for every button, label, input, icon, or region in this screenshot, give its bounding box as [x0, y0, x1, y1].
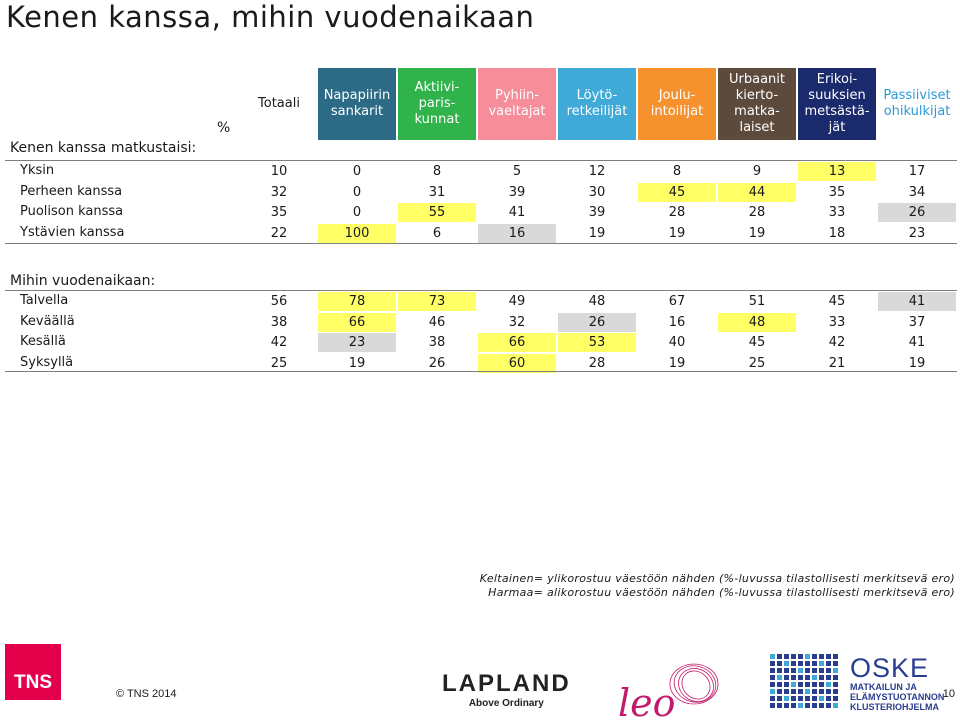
row-label: Syksyllä: [20, 354, 74, 370]
table-cell: 100: [318, 224, 396, 243]
column-header-label: Aktiivi- paris- kunnat: [414, 80, 460, 127]
table-cell: 42: [270, 335, 288, 350]
table-cell: 12: [588, 164, 606, 179]
column-header: [398, 68, 476, 140]
leo-logo-text: leo: [618, 681, 676, 720]
column-header-label: Joulu- intoilijat: [650, 88, 704, 119]
column-header-label: Löytö- retkeilijät: [566, 88, 628, 119]
column-header: [878, 68, 956, 140]
page-number: 10: [942, 688, 955, 700]
table-cell: 45: [748, 335, 766, 350]
table-row: [0, 162, 960, 181]
table-row: [0, 333, 960, 352]
table-cell: 33: [828, 205, 846, 220]
table-cell: 19: [588, 225, 606, 241]
table-cell: 45: [828, 294, 846, 309]
oske-logo-text: [850, 654, 944, 712]
row-label: Talvella: [20, 293, 69, 308]
tns-logo-text: TNS: [14, 672, 52, 693]
column-header-label: Totaali: [258, 96, 300, 111]
table-cell: 41: [508, 205, 526, 220]
column-header-label: Napapiirin sankarit: [323, 88, 391, 119]
table-cell: 48: [588, 294, 606, 309]
oske-line-3: KLUSTERIOHJELMA: [850, 702, 940, 712]
table-cell: 19: [668, 355, 686, 371]
table-cell: 19: [908, 355, 926, 371]
section1-title: Kenen kanssa matkustaisi:: [10, 140, 197, 156]
legend-line-yellow: Keltainen= ylikorostuu väestöön nähden (%-luvussa tilastollisesti merkitsevä ero): [479, 572, 955, 585]
table-cell: 18: [828, 225, 846, 241]
divider: [5, 371, 957, 372]
table-cell: 26: [558, 313, 636, 332]
table-cell: 19: [748, 225, 766, 241]
divider: [5, 243, 957, 244]
table-cell: 0: [352, 184, 362, 200]
lapland-logo-tagline: Above Ordinary: [468, 698, 544, 709]
column-header: [478, 68, 556, 140]
oske-line-1: MATKAILUN JA: [850, 682, 917, 692]
table-cell: 26: [878, 203, 956, 222]
row-label: Keväällä: [20, 313, 75, 329]
table-cell: 66: [478, 333, 556, 352]
table-cell: 28: [588, 355, 606, 371]
table-cell: 8: [672, 164, 682, 179]
oske-line-2: ELÄMYSTUOTANNON: [850, 692, 945, 702]
table-row: [0, 183, 960, 202]
table-cell: 13: [798, 162, 876, 181]
leo-logo: [616, 660, 726, 720]
column-header: [240, 68, 318, 140]
tns-logo: [5, 644, 61, 700]
table-cell: 56: [270, 294, 288, 309]
footer: [0, 640, 960, 721]
row-label: Yksin: [20, 163, 55, 178]
column-header-label: Pyhiin- vaeltajat: [488, 88, 546, 119]
table-cell: 0: [352, 205, 362, 220]
row-label: Puolison kanssa: [20, 204, 124, 219]
legend: [480, 572, 955, 600]
lapland-logo: [442, 670, 571, 709]
divider: [5, 160, 957, 161]
table-cell: 28: [748, 205, 766, 220]
table-cell: 30: [588, 184, 606, 200]
column-header: [638, 68, 716, 140]
table-cell: 0: [352, 164, 362, 179]
table-cell: 38: [270, 314, 288, 330]
table-cell: 25: [270, 355, 288, 371]
table-cell: 73: [398, 292, 476, 311]
table-cell: 35: [270, 205, 288, 220]
table-cell: 16: [668, 314, 686, 330]
table-cell: 19: [668, 225, 686, 241]
table-cell: 78: [318, 292, 396, 311]
table-cell: 8: [432, 164, 442, 179]
table-cell: 9: [752, 164, 762, 179]
table-cell: 21: [828, 355, 846, 371]
table-cell: 22: [270, 225, 288, 241]
column-header-label: Urbaanit kierto- matka- laiset: [729, 72, 785, 135]
table-cell: 41: [908, 335, 926, 350]
legend-line-gray: Harmaa= alikorostuu väestöön nähden (%-luvussa tilastollisesti merkitsevä ero): [488, 586, 955, 599]
oske-dot-grid: [770, 654, 842, 714]
table-cell: 23: [908, 225, 926, 241]
table-cell: 40: [668, 335, 686, 350]
table-cell: 26: [428, 355, 446, 371]
table-cell: 19: [348, 355, 366, 371]
table-cell: 66: [318, 313, 396, 332]
column-header-label: Erikoi- suuksien metsästä- jät: [804, 72, 870, 135]
table-row: [0, 292, 960, 311]
table-cell: 67: [668, 294, 686, 309]
table-cell: 23: [318, 333, 396, 352]
table-cell: 17: [908, 164, 926, 179]
table-cell: 53: [558, 333, 636, 352]
column-header: [558, 68, 636, 140]
table-cell: 31: [428, 184, 446, 200]
table-cell: 5: [512, 164, 522, 179]
row-label: Kesällä: [20, 334, 66, 349]
table-cell: 45: [638, 183, 716, 202]
table-cell: 16: [478, 224, 556, 243]
table-cell: 39: [588, 205, 606, 220]
table-cell: 37: [908, 314, 926, 330]
table-cell: 38: [428, 335, 446, 350]
table-row: [0, 354, 960, 373]
table-cell: 33: [828, 314, 846, 330]
column-header-label: Passiiviset ohikulkijat: [883, 88, 951, 119]
table-cell: 32: [508, 314, 526, 330]
table-cell: 48: [718, 313, 796, 332]
table-cell: 28: [668, 205, 686, 220]
table-cell: 35: [828, 184, 846, 200]
divider: [5, 290, 957, 291]
page-title: Kenen kanssa, mihin vuodenaikaan: [6, 0, 535, 34]
table-cell: 10: [270, 164, 288, 179]
table-row: [0, 203, 960, 222]
table-cell: 41: [878, 292, 956, 311]
table-row: [0, 313, 960, 332]
table-cell: 46: [428, 314, 446, 330]
table-cell: 39: [508, 184, 526, 200]
table-cell: 44: [718, 183, 796, 202]
column-header: [798, 68, 876, 140]
row-label: Ystävien kanssa: [20, 224, 125, 240]
oske-title: OSKE: [850, 653, 930, 683]
row-label: Perheen kanssa: [20, 183, 123, 199]
section2-title: Mihin vuodenaikaan:: [10, 273, 156, 289]
table-cell: 42: [828, 335, 846, 350]
column-header: [718, 68, 796, 140]
column-header: [318, 68, 396, 140]
table-row: [0, 224, 960, 243]
percent-label: %: [217, 120, 231, 136]
table-cell: 32: [270, 184, 288, 200]
lapland-logo-title: LAPLAND: [442, 670, 571, 697]
table-cell: 6: [432, 225, 442, 241]
table-cell: 49: [508, 294, 526, 309]
table-cell: 51: [748, 294, 766, 309]
table-cell: 25: [748, 355, 766, 371]
copyright: © TNS 2014: [116, 688, 177, 700]
table-cell: 34: [908, 184, 926, 200]
table-cell: 60: [478, 354, 556, 373]
table-cell: 55: [398, 203, 476, 222]
